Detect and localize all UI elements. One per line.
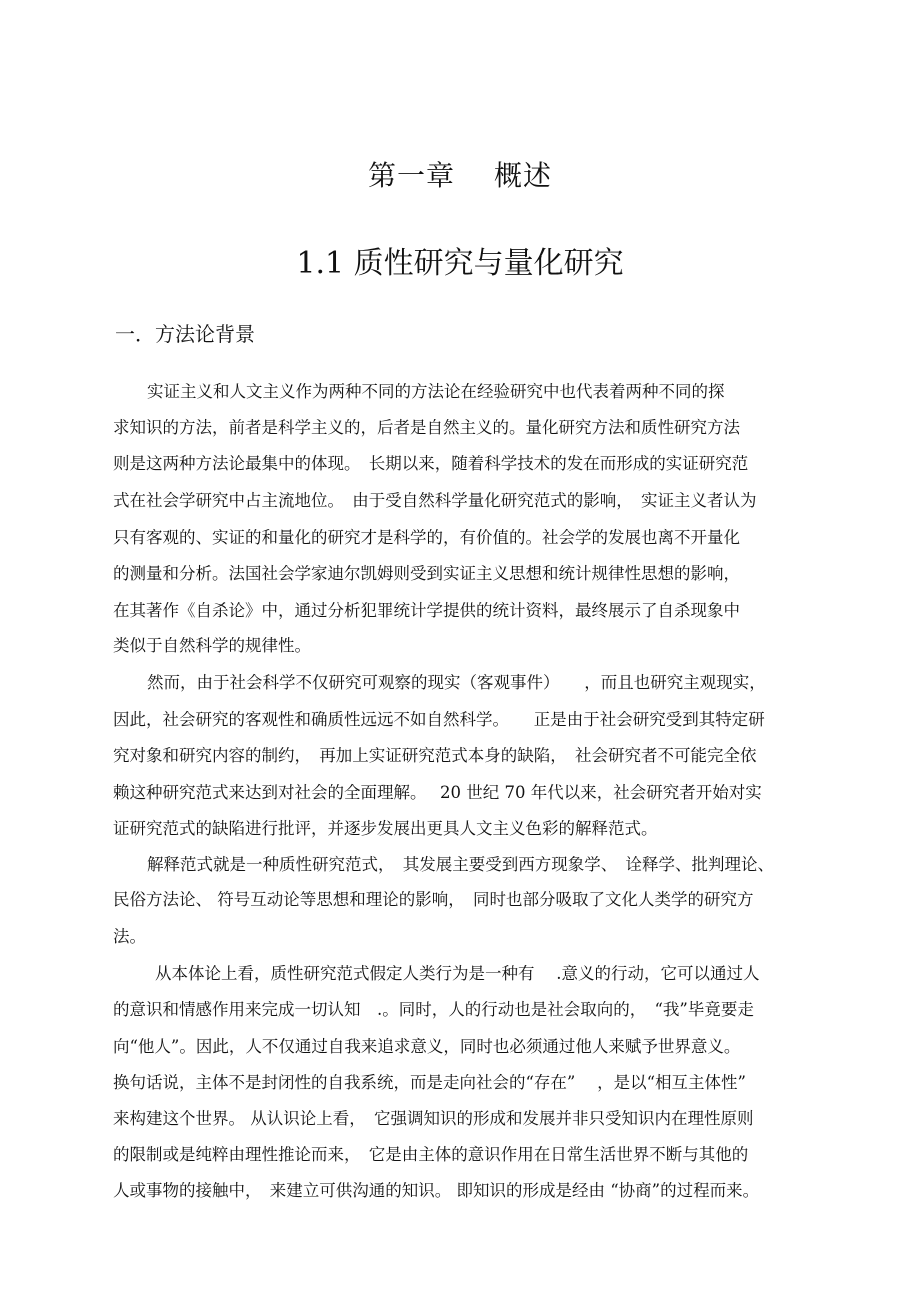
text-line: 赖这种研究范式来达到对社会的全面理解。 20 世纪 70 年代以来，社会研究者开始对实 [113,783,762,802]
text-line: 式在社会学研究中占主流地位。 由于受自然科学量化研究范式的影响， 实证主义者认为 [113,491,757,510]
text-line: 来构建这个世界。 从认识论上看， 它强调知识的形成和发展并非只受知识内在理性原则 [113,1109,754,1128]
text-line: 然而，由于社会科学不仅研究可观察的现实（客观事件） ，而且也研究主观现实， [147,673,766,692]
text-line: 法。 [113,927,146,946]
text-line: 求知识的方法，前者是科学主义的，后者是自然主义的。量化研究方法和质性研究方法 [113,418,740,437]
text-line: 只有客观的、实证的和量化的研究才是科学的，有价值的。社会学的发展也离不开量化 [113,528,740,547]
text-line: 向“他人”。因此，人不仅通过自我来追求意义，同时也必须通过他人来赋予世界意义。 [113,1037,741,1056]
text-line: 证研究范式的缺陷进行批评，并逐步发展出更具人文主义色彩的解释范式。 [113,819,658,838]
section-title: 1.1 质性研究与量化研究 [296,246,624,281]
text-line: 在其著作《自杀论》中，通过分析犯罪统计学提供的统计资料，最终展示了自杀现象中 [113,601,740,620]
text-line: 解释范式就是一种质性研究范式， 其发展主要受到西方现象学、 诠释学、批判理论、 [147,855,774,874]
text-line: 类似于自然科学的规律性。 [113,636,311,655]
chapter-title: 第一章 概述 [368,159,552,192]
text-line: 的意识和情感作用来完成一切认知 .。同时，人的行动也是社会取向的， “我”毕竟要走 [113,1000,754,1019]
text-line: 究对象和研究内容的制约， 再加上实证研究范式本身的缺陷， 社会研究者不可能完全依 [113,746,757,765]
text-line: 民俗方法论、 符号互动论等思想和理论的影响， 同时也部分吸取了文化人类学的研究方 [113,890,754,909]
text-line: 实证主义和人文主义作为两种不同的方法论在经验研究中也代表着两种不同的探 [147,382,725,401]
subsection-title: 一．方法论背景 [115,322,255,346]
text-line: 则是这两种方法论最集中的体现。 长期以来，随着科学技术的发在而形成的实证研究范 [113,454,749,473]
text-line: 的限制或是纯粹由理性推论而来， 它是由主体的意识作用在日常生活世界不断与其他的 [113,1145,749,1164]
text-line: 换句话说，主体不是封闭性的自我系统，而是走向社会的“存在” ，是以“相互主体性” [113,1073,746,1092]
text-line: 人或事物的接触中， 来建立可供沟通的知识。 即知识的形成是经由 “协商”的过程而来。 [113,1181,760,1200]
text-line: 从本体论上看，质性研究范式假定人类行为是一种有 .意义的行动，它可以通过人 [155,964,760,983]
text-line: 因此，社会研究的客观性和确质性远远不如自然科学。 正是由于社会研究受到其特定研 [113,710,765,729]
text-line: 的测量和分析。法国社会学家迪尔凯姆则受到实证主义思想和统计规律性思想的影响， [113,564,740,583]
